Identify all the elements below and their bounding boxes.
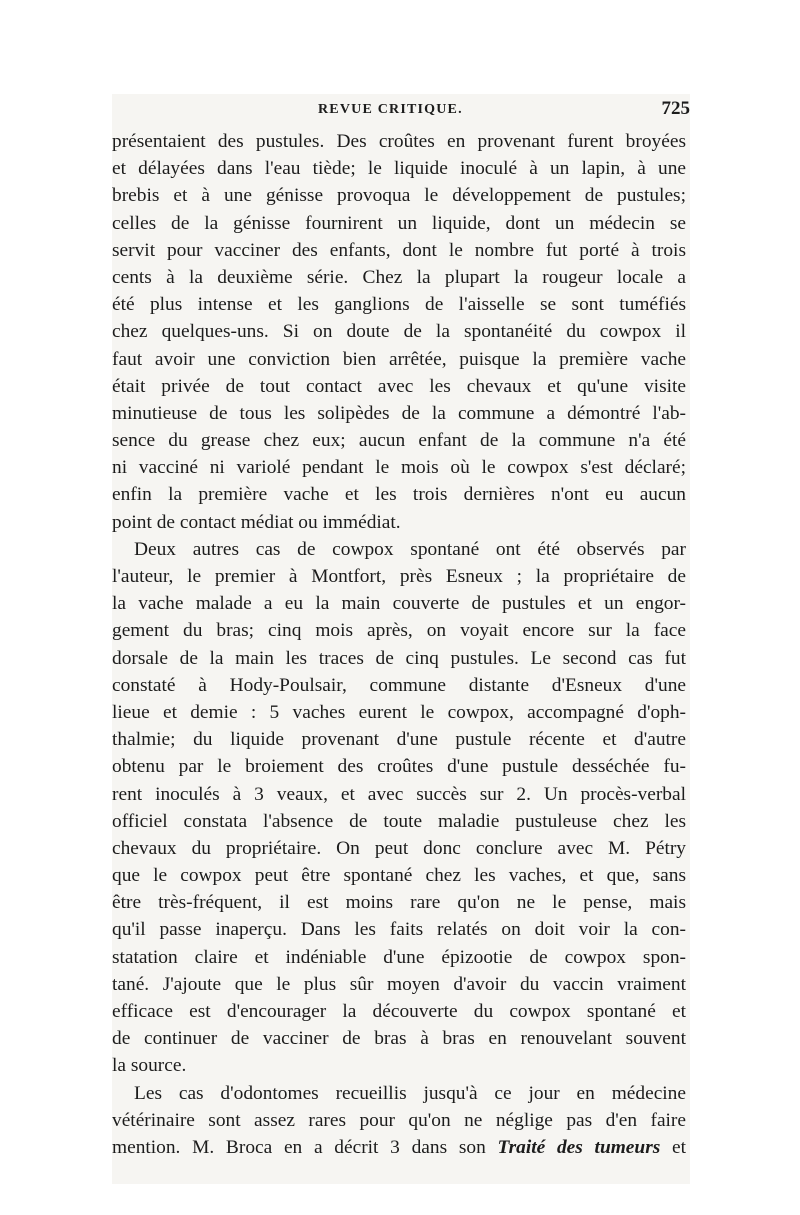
text-line: enfin la première vache et les trois dernières n'ont eu aucun bbox=[112, 484, 686, 506]
text-line: était privée de tout contact avec les chevaux et qu'une visite bbox=[112, 375, 686, 397]
text-line: cents à la deuxième série. Chez la plupart la rougeur locale a bbox=[112, 266, 686, 288]
text-line: obtenu par le broiement des croûtes d'une pustule desséchée fu- bbox=[112, 756, 686, 778]
text-fragment: mention. M. Broca en a décrit 3 dans son bbox=[112, 1136, 498, 1158]
text-line: faut avoir une conviction bien arrêtée, puisque la première vache bbox=[112, 348, 686, 370]
text-line: la vache malade a eu la main couverte de pustules et un engor- bbox=[112, 593, 686, 615]
text-line: tané. J'ajoute que le plus sûr moyen d'avoir du vaccin vraiment bbox=[112, 973, 686, 995]
text-line: chevaux du propriétaire. On peut donc conclure avec M. Pétry bbox=[112, 837, 686, 859]
text-line: minutieuse de tous les solipèdes de la commune a démontré l'ab- bbox=[112, 402, 686, 424]
text-line: été plus intense et les ganglions de l'aisselle se sont tuméfiés bbox=[112, 294, 686, 316]
text-line: gement du bras; cinq mois après, on voyait encore sur la face bbox=[112, 620, 686, 642]
text-line: point de contact médiat ou immédiat. bbox=[112, 511, 401, 533]
text-line: vétérinaire sont assez rares pour qu'on ne néglige pas d'en faire bbox=[112, 1109, 686, 1131]
text-line: Les cas d'odontomes recueillis jusqu'à ce jour en médecine bbox=[134, 1082, 686, 1104]
text-line: rent inoculés à 3 veaux, et avec succès sur 2. Un procès-verbal bbox=[112, 783, 686, 805]
text-line: que le cowpox peut être spontané chez les vaches, et que, sans bbox=[112, 865, 686, 887]
body-text bbox=[112, 128, 686, 1161]
text-line: l'auteur, le premier à Montfort, près Esneux ; la propriétaire de bbox=[112, 566, 686, 587]
text-line: de continuer de vacciner de bras à bras en renouvelant souvent bbox=[112, 1028, 686, 1050]
text-line: lieue et demie : 5 vaches eurent le cowpox, accompagné d'oph- bbox=[112, 701, 686, 723]
text-line: servit pour vacciner des enfants, dont le nombre fut porté à trois bbox=[112, 239, 686, 261]
text-line: Deux autres cas de cowpox spontané ont été observés par bbox=[134, 538, 686, 560]
text-line: dorsale de la main les traces de cinq pustules. Le second cas fut bbox=[112, 647, 686, 669]
text-line: celles de la génisse fournirent un liquide, dont un médecin se bbox=[112, 212, 686, 234]
text-line: statation claire et indéniable d'une épizootie de cowpox spon- bbox=[112, 946, 686, 968]
text-line: présentaient des pustules. Des croûtes en provenant furent broyées bbox=[112, 131, 686, 152]
running-header bbox=[112, 100, 690, 126]
text-line: constaté à Hody-Poulsair, commune distante d'Esneux d'une bbox=[112, 674, 686, 696]
text-line: brebis et à une génisse provoqua le développement de pustules; bbox=[112, 185, 686, 207]
text-line: qu'il passe inaperçu. Dans les faits relatés on doit voir la con- bbox=[112, 919, 686, 941]
text-line: officiel constata l'absence de toute maladie pustuleuse chez les bbox=[112, 810, 686, 832]
book-title: Traité des tumeurs bbox=[497, 1136, 661, 1158]
text-line: ni vacciné ni variolé pendant le mois où le cowpox s'est déclaré; bbox=[112, 457, 686, 479]
text-line: et délayées dans l'eau tiède; le liquide inoculé à un lapin, à une bbox=[112, 158, 686, 180]
text-line: être très-fréquent, il est moins rare qu'on ne le pense, mais bbox=[112, 892, 686, 914]
text-line: sence du grease chez eux; aucun enfant de la commune n'a été bbox=[112, 430, 686, 452]
text-line: la source. bbox=[112, 1055, 187, 1077]
text-line: thalmie; du liquide provenant d'une pustule récente et d'autre bbox=[112, 729, 686, 751]
header-title: REVUE CRITIQUE. bbox=[318, 102, 463, 117]
page-number: 725 bbox=[661, 98, 690, 119]
text-line: chez quelques-uns. Si on doute de la spontanéité du cowpox il bbox=[112, 321, 686, 343]
text-line bbox=[112, 1134, 686, 1161]
text-fragment: et bbox=[660, 1136, 686, 1158]
text-line: efficace est d'encourager la découverte du cowpox spontané et bbox=[112, 1001, 686, 1022]
